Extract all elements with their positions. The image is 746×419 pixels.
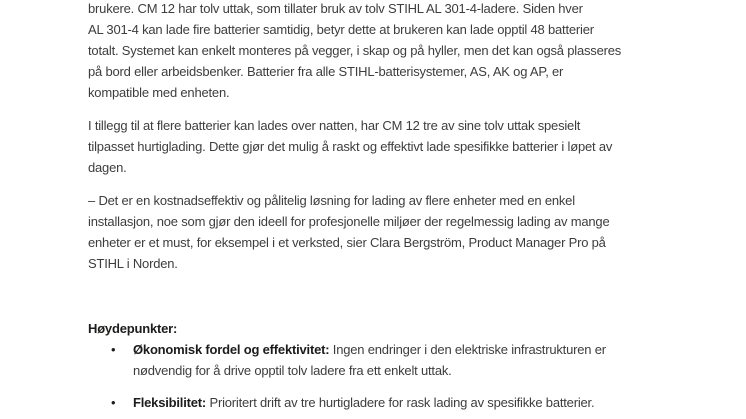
bullet-label: Fleksibilitet: bbox=[133, 395, 207, 410]
paragraph-1 bbox=[88, 0, 728, 103]
bullet-line: nødvendig for å drive opptil tolv ladere fra ett enkelt uttak. bbox=[133, 363, 452, 378]
bullet-item-economy bbox=[111, 339, 728, 381]
paragraph-line: på bord eller arbeidsbenker. Batterier fra alle STIHL-batterisystemer, AS, AK og AP, er bbox=[88, 64, 564, 79]
highlights-bullet-list bbox=[88, 339, 728, 413]
paragraph-line: – Det er en kostnadseffektiv og pålitelig løsning for lading av flere enheter med en enkel bbox=[88, 193, 575, 208]
paragraph-line: AL 301-4 kan lade fire batterier samtidig, betyr dette at brukeren kan lade opptil 48 batterier bbox=[88, 22, 594, 37]
highlights-section bbox=[88, 286, 728, 413]
highlights-heading: Høydepunkter: bbox=[88, 321, 178, 336]
paragraph-line: I tillegg til at flere batterier kan lades over natten, har CM 12 tre av sine tolv uttak spesielt bbox=[88, 118, 581, 133]
paragraph-line: STIHL i Norden. bbox=[88, 256, 178, 271]
bullet-line bbox=[133, 339, 728, 360]
bullet-label: Økonomisk fordel og effektivitet: bbox=[133, 342, 330, 357]
bullet-body: Ingen endringer i den elektriske infrastrukturen er bbox=[332, 342, 606, 357]
paragraph-line: dagen. bbox=[88, 160, 127, 175]
bullet-body: Prioritert drift av tre hurtigladere for rask lading av spesifikke batterier. bbox=[209, 395, 595, 410]
paragraph-2 bbox=[88, 115, 728, 178]
paragraph-3-quote bbox=[88, 190, 728, 274]
paragraph-line: enheter er et must, for eksempel i et verksted, sier Clara Bergström, Product Manager Pro på bbox=[88, 235, 606, 250]
paragraph-line: totalt. Systemet kan enkelt monteres på vegger, i skap og på hyller, men det kan også plasseres bbox=[88, 43, 622, 58]
bullet-dot-icon: • bbox=[111, 395, 116, 410]
bullet-dot-icon: • bbox=[111, 342, 116, 357]
bullet-text bbox=[133, 392, 728, 413]
paragraph-line: brukere. CM 12 har tolv uttak, som tillater bruk av tolv STIHL AL 301-4-ladere. Siden hver bbox=[88, 1, 583, 16]
press-release-body bbox=[88, 0, 728, 413]
paragraph-line: tilpasset hurtiglading. Dette gjør det mulig å raskt og effektivt lade spesifikke batterier i løpet av bbox=[88, 139, 613, 154]
paragraph-line: installasjon, noe som gjør den ideell for profesjonelle miljøer der regelmessig lading av mange bbox=[88, 214, 610, 229]
paragraph-line: kompatible med enheten. bbox=[88, 85, 230, 100]
bullet-line bbox=[133, 392, 728, 413]
bullet-item-flexibility bbox=[111, 392, 728, 413]
bullet-text bbox=[133, 339, 728, 381]
